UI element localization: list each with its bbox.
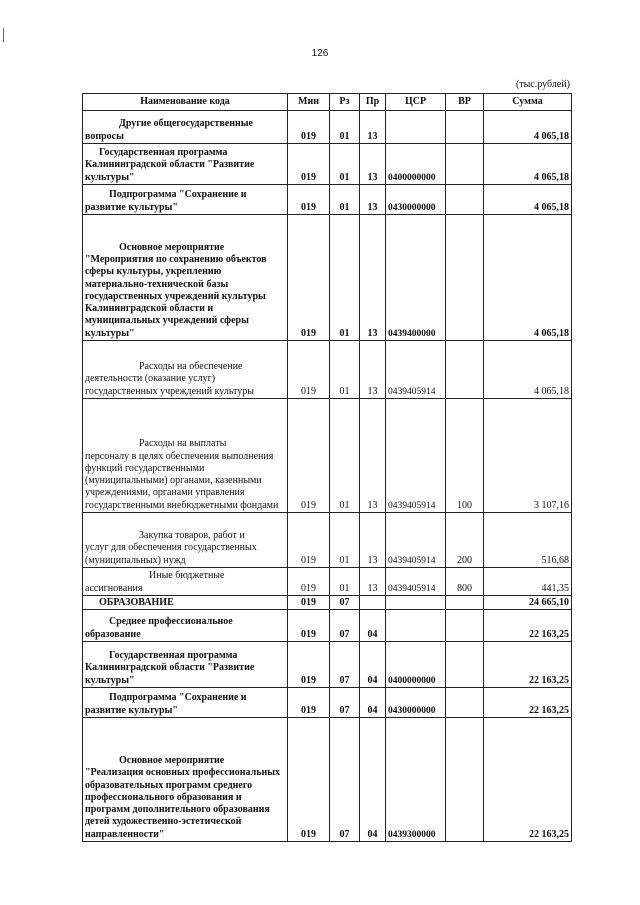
- page-number: 126: [311, 48, 329, 59]
- column-header: Сумма: [484, 94, 572, 111]
- row-name-rest: персоналу в целях обеспечения выполнения функций государственными (муниципальными) органами, казенными учреждениями, органами управления государственными внебюджетными фондами: [85, 450, 279, 511]
- cell-rz: 01: [330, 144, 360, 185]
- column-header: ВР: [446, 94, 484, 111]
- cell-pr: 13: [360, 215, 386, 341]
- table-row: [83, 642, 572, 688]
- row-name: [83, 596, 288, 610]
- table-row: [83, 341, 572, 399]
- cell-sum: 516,68: [484, 513, 572, 568]
- column-header: Наименование кода: [83, 94, 288, 111]
- cell-vr: [446, 144, 484, 185]
- cell-pr: 04: [360, 718, 386, 842]
- cell-pr: 13: [360, 111, 386, 144]
- cell-vr: 200: [446, 513, 484, 568]
- cell-pr: 13: [360, 341, 386, 399]
- row-name-rest: Калининградской области "Развитие культуры": [85, 159, 255, 183]
- row-name: [83, 610, 288, 642]
- cell-csr: 0430000000: [386, 688, 446, 718]
- cell-sum: 24 665,10: [484, 596, 572, 610]
- cell-vr: [446, 610, 484, 642]
- row-name-rest: развитие культуры": [85, 201, 178, 213]
- cell-pr: 13: [360, 568, 386, 596]
- cell-min: 019: [288, 341, 330, 399]
- row-name-rest: услуг для обеспечения государственных (муниципальных) нужд: [85, 542, 257, 566]
- row-name-rest: вопросы: [85, 130, 124, 142]
- row-name-first: Подпрограмма "Сохранение и: [109, 692, 247, 704]
- table-row: [83, 688, 572, 718]
- row-name: [83, 718, 288, 842]
- row-name-first: Расходы на обеспечение: [139, 361, 243, 373]
- row-name-first: ОБРАЗОВАНИЕ: [99, 596, 174, 608]
- cell-rz: 07: [330, 718, 360, 842]
- column-header: Пр: [360, 94, 386, 111]
- column-header: ЦСР: [386, 94, 446, 111]
- cell-csr: 0430000000: [386, 185, 446, 215]
- row-name: [83, 513, 288, 568]
- cell-min: 019: [288, 513, 330, 568]
- table-row: [83, 111, 572, 144]
- cell-csr: 0439405914: [386, 399, 446, 513]
- cell-csr: 0439405914: [386, 513, 446, 568]
- table-row: [83, 610, 572, 642]
- row-name-rest: "Мероприятия по сохранению объектов сферы культуры, укреплению материально-технической базы государственных учреждений культуры Калининградской области и муниципальных учреждений сферы культуры": [85, 253, 267, 339]
- cell-min: 019: [288, 111, 330, 144]
- cell-min: 019: [288, 568, 330, 596]
- cell-sum: 22 163,25: [484, 642, 572, 688]
- cell-sum: 4 065,18: [484, 185, 572, 215]
- cell-csr: 0439405914: [386, 568, 446, 596]
- row-name-first: Основное мероприятие: [119, 754, 225, 766]
- cell-sum: 22 163,25: [484, 688, 572, 718]
- cell-rz: 01: [330, 111, 360, 144]
- cell-pr: 04: [360, 610, 386, 642]
- row-name: [83, 642, 288, 688]
- cell-vr: [446, 718, 484, 842]
- cell-min: 019: [288, 596, 330, 610]
- table-row: [83, 513, 572, 568]
- row-name: [83, 215, 288, 341]
- cell-pr: 13: [360, 513, 386, 568]
- cell-min: 019: [288, 688, 330, 718]
- budget-table: [82, 93, 572, 842]
- scan-edge-mark: [3, 28, 4, 42]
- row-name: [83, 568, 288, 596]
- cell-sum: 4 065,18: [484, 144, 572, 185]
- cell-vr: [446, 185, 484, 215]
- cell-vr: [446, 111, 484, 144]
- row-name-rest: Калининградской области "Развитие культуры": [85, 662, 255, 686]
- cell-csr: 0439400000: [386, 215, 446, 341]
- cell-sum: 22 163,25: [484, 610, 572, 642]
- cell-sum: 3 107,16: [484, 399, 572, 513]
- row-name-rest: образование: [85, 628, 141, 640]
- cell-sum: 4 065,18: [484, 341, 572, 399]
- row-name-first: Расходы на выплаты: [139, 438, 227, 450]
- cell-rz: 01: [330, 185, 360, 215]
- cell-rz: 07: [330, 642, 360, 688]
- cell-vr: [446, 688, 484, 718]
- cell-rz: 01: [330, 399, 360, 513]
- row-name-rest: ассигнования: [85, 582, 143, 594]
- cell-vr: [446, 341, 484, 399]
- row-name-first: Подпрограмма "Сохранение и: [109, 189, 247, 201]
- table-row: [83, 596, 572, 610]
- row-name: [83, 144, 288, 185]
- table-row: [83, 399, 572, 513]
- cell-rz: 01: [330, 215, 360, 341]
- cell-rz: 07: [330, 688, 360, 718]
- cell-min: 019: [288, 215, 330, 341]
- row-name: [83, 111, 288, 144]
- cell-vr: [446, 596, 484, 610]
- row-name-first: Закупка товаров, работ и: [139, 530, 245, 542]
- row-name-first: Иные бюджетные: [149, 570, 225, 582]
- cell-csr: 0439300000: [386, 718, 446, 842]
- cell-sum: 4 065,18: [484, 111, 572, 144]
- cell-min: 019: [288, 718, 330, 842]
- cell-min: 019: [288, 185, 330, 215]
- row-name: [83, 688, 288, 718]
- cell-rz: 07: [330, 596, 360, 610]
- row-name: [83, 341, 288, 399]
- cell-csr: 0400000000: [386, 144, 446, 185]
- cell-vr: [446, 215, 484, 341]
- cell-pr: 13: [360, 144, 386, 185]
- table-row: [83, 185, 572, 215]
- cell-min: 019: [288, 610, 330, 642]
- row-name-first: Основное мероприятие: [119, 241, 225, 253]
- cell-vr: [446, 642, 484, 688]
- cell-vr: 100: [446, 399, 484, 513]
- row-name-rest: развитие культуры": [85, 704, 178, 716]
- cell-rz: 07: [330, 610, 360, 642]
- row-name: [83, 399, 288, 513]
- cell-pr: 13: [360, 185, 386, 215]
- cell-pr: 04: [360, 642, 386, 688]
- cell-sum: 22 163,25: [484, 718, 572, 842]
- row-name-first: Среднее профессиональное: [109, 616, 233, 628]
- cell-pr: [360, 596, 386, 610]
- cell-min: 019: [288, 399, 330, 513]
- table-row: [83, 718, 572, 842]
- table-row: [83, 215, 572, 341]
- cell-min: 019: [288, 642, 330, 688]
- row-name-first: Другие общегосударственные: [119, 118, 253, 130]
- cell-csr: [386, 111, 446, 144]
- cell-pr: 04: [360, 688, 386, 718]
- cell-csr: 0400000000: [386, 642, 446, 688]
- column-header: Мин: [288, 94, 330, 111]
- row-name-first: Государственная программа: [99, 147, 228, 159]
- units-label: (тыс.рублей): [515, 79, 570, 90]
- column-header: Рз: [330, 94, 360, 111]
- cell-min: 019: [288, 144, 330, 185]
- cell-rz: 01: [330, 568, 360, 596]
- cell-rz: 01: [330, 513, 360, 568]
- cell-csr: [386, 610, 446, 642]
- cell-sum: 4 065,18: [484, 215, 572, 341]
- row-name-rest: "Реализация основных профессиональных образовательных программ среднего профессионального образования и программ дополнительного образования детей художественно-эстетической направленности": [85, 767, 281, 840]
- cell-sum: 441,35: [484, 568, 572, 596]
- cell-vr: 800: [446, 568, 484, 596]
- cell-csr: 0439405914: [386, 341, 446, 399]
- row-name-rest: деятельности (оказание услуг) государственных учреждений культуры: [85, 373, 254, 397]
- cell-pr: 13: [360, 399, 386, 513]
- row-name: [83, 185, 288, 215]
- table-row: [83, 144, 572, 185]
- row-name-first: Государственная программа: [109, 650, 238, 662]
- table-header-row: [83, 94, 572, 111]
- table-row: [83, 568, 572, 596]
- cell-rz: 01: [330, 341, 360, 399]
- cell-csr: [386, 596, 446, 610]
